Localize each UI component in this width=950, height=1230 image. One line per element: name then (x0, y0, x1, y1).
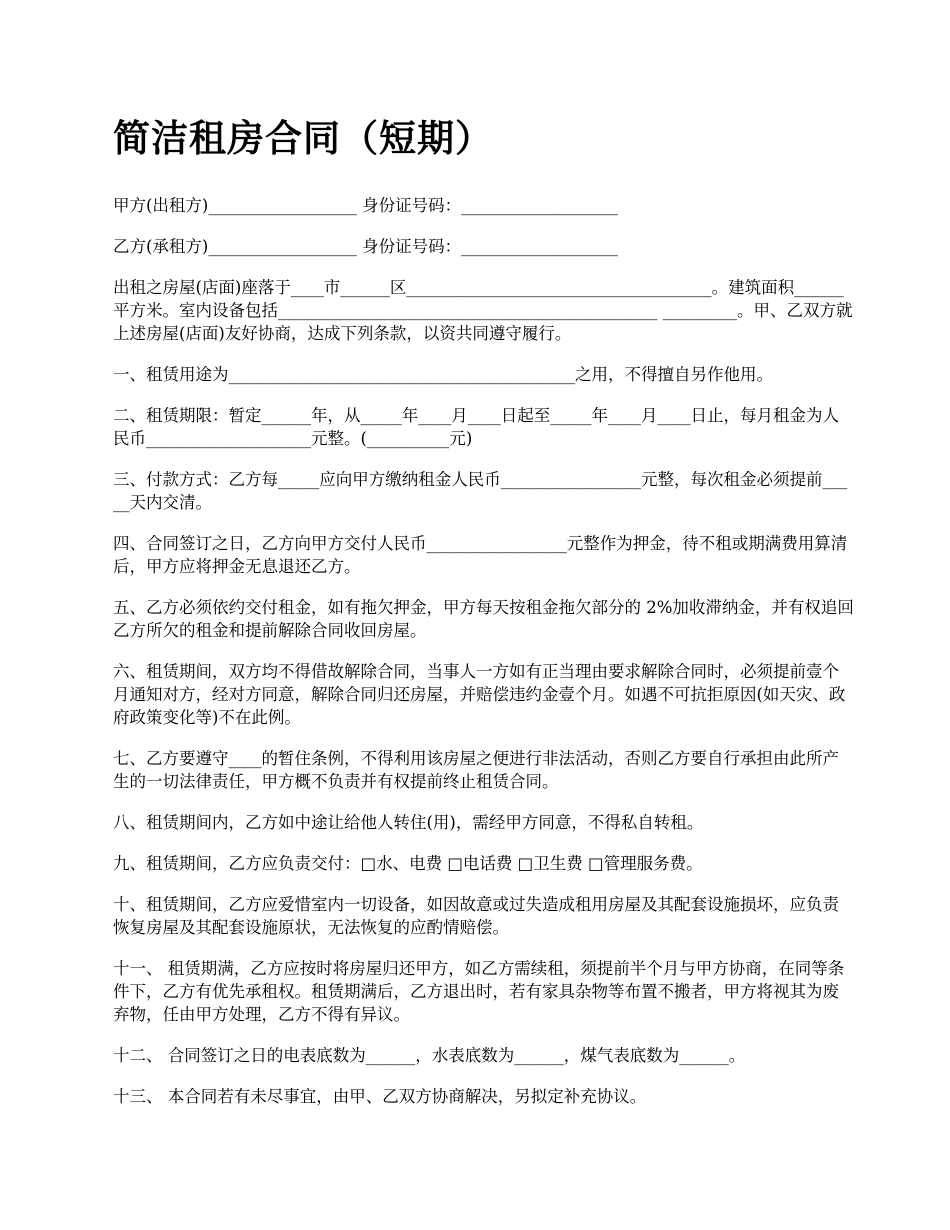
clause-10: 十、租赁期间，乙方应爱惜室内一切设备，如因故意或过失造成租用房屋及其配套设施损坏，应负责恢复房屋及其配套设施原状，无法恢复的应酌情赔偿。 (113, 895, 839, 937)
party-a-line: 甲方(出租方)__________________ 身份证号码：___________________ (113, 196, 618, 215)
clause-8: 八、租赁期间内，乙方如中途让给他人转住(用)，需经甲方同意，不得私自转租。 (113, 813, 704, 832)
party-b-line: 乙方(承租方)__________________ 身份证号码：___________________ (113, 237, 618, 256)
clause-5: 五、乙方必须依约交付租金，如有拖欠押金，甲方每天按租金拖欠部分的 2%加收滞纳金，并有权追回乙方所欠的租金和提前解除合同收回房屋。 (113, 598, 854, 640)
clause-1: 一、租赁用途为__________________________________________之用，不得擅自另作他用。 (113, 365, 773, 384)
clause-4: 四、合同签订之日，乙方向甲方交付人民币_________________元整作为押金，待不租或期满费用算清后，甲方应将押金无息退还乙方。 (113, 534, 848, 576)
clause-9: 九、租赁期间，乙方应负责交付：□水、电费 □电话费 □卫生费 □管理服务费。 (113, 854, 703, 873)
clause-6: 六、租赁期间，双方均不得借故解除合同，当事人一方如有正当理由要求解除合同时，必须提前壹个月通知对方，经对方同意，解除合同归还房屋，并赔偿违约金壹个月。如遇不可抗拒原因(如天灾、政府政策变化等)不在此例。 (113, 662, 846, 727)
clause-11: 十一、 租赁期满，乙方应按时将房屋归还甲方，如乙方需续租，须提前半个月与甲方协商，在同等条件下，乙方有优先承租权。租赁期满后，乙方退出时，若有家具杂物等布置不搬者，甲方将视其为废弃物，任由甲方处理，乙方不得有异议。 (113, 959, 845, 1024)
clause-12: 十二、 合同签订之日的电表底数为______，水表底数为______，煤气表底数为______。 (113, 1046, 746, 1065)
clause-3: 三、付款方式：乙方每_____应向甲方缴纳租金人民币_________________元整，每次租金必须提前_____天内交清。 (113, 470, 848, 512)
clause-2: 二、租赁期限：暂定______年，从_____年____月____日起至_____年____月____日止，每月租金为人民币____________________元整。(__________元) (113, 406, 839, 448)
document-title: 简洁租房合同（短期） (113, 116, 493, 160)
clause-7: 七、乙方要遵守____的暂住条例，不得利用该房屋之便进行非法活动，否则乙方要自行承担由此所产生的一切法律责任，甲方概不负责并有权提前终止租赁合同。 (113, 749, 839, 791)
clause-13: 十三、 本合同若有未尽事宜，由甲、乙双方协商解决，另拟定补充协议。 (113, 1087, 647, 1106)
property-description: 出租之房屋(店面)座落于____市______区_____________________________________。建筑面积______平方米。室内设备包括______________________________________________ _________。甲、乙双方就上述房屋(店面)友好协商，达成下列条款，以资共同遵守履行。 (113, 278, 853, 343)
